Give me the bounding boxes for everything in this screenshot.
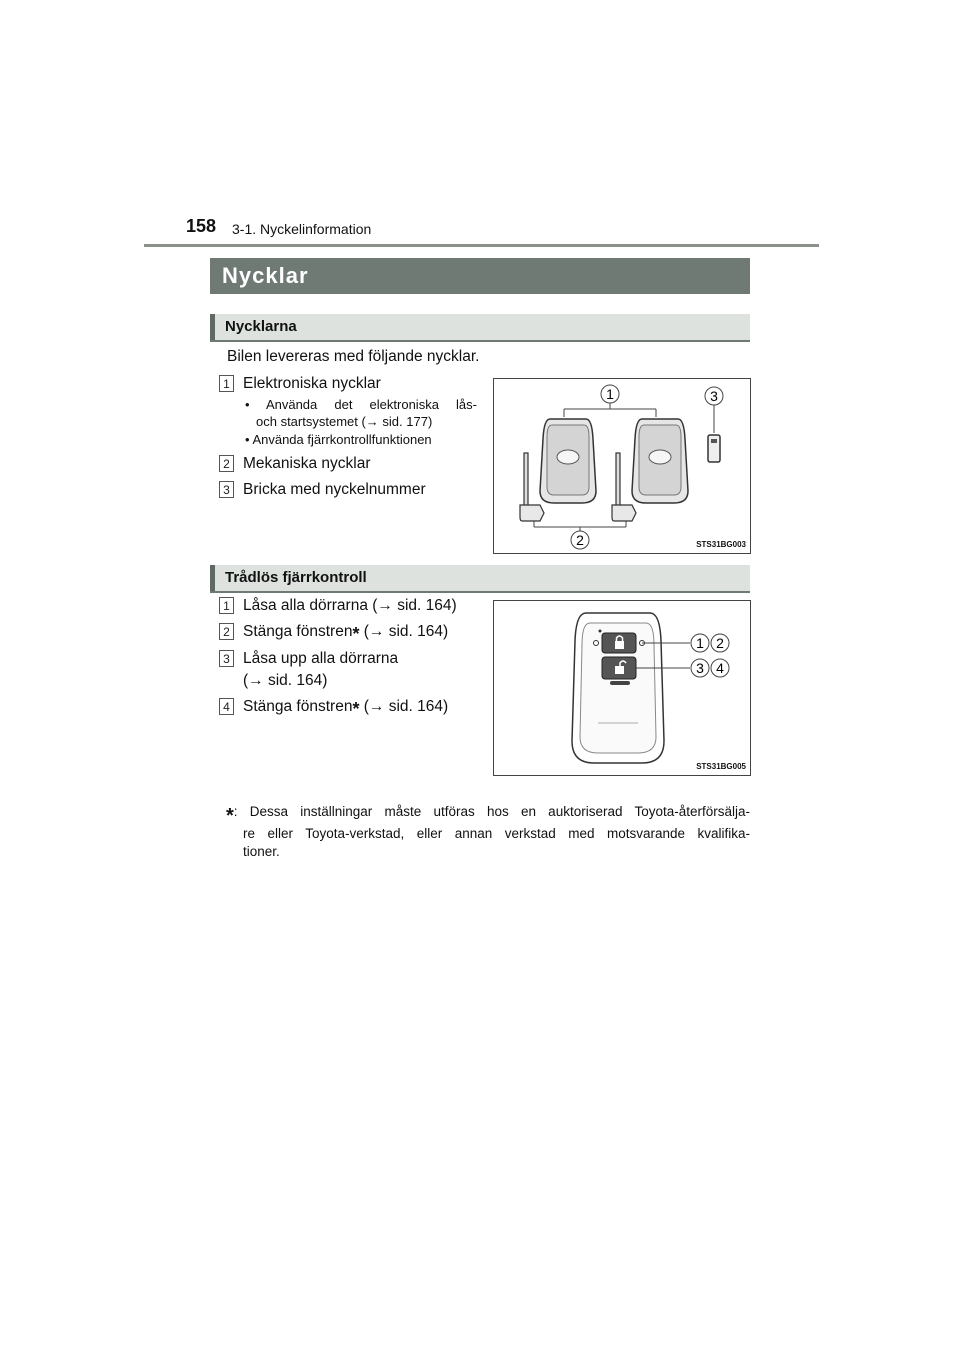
svg-text:1: 1 xyxy=(223,377,230,391)
svg-text:3: 3 xyxy=(223,483,230,497)
chapter-title: 3-1. Nyckelinformation xyxy=(232,221,372,237)
item-close-windows xyxy=(243,623,448,645)
item-text: Stänga fönstren xyxy=(243,623,353,640)
svg-text:2: 2 xyxy=(716,635,724,651)
page-number: 158 xyxy=(186,216,217,236)
section-heading-keys xyxy=(210,314,750,342)
intro-text: Bilen levereras med följande nycklar. xyxy=(227,348,480,365)
svg-text:4: 4 xyxy=(223,700,230,714)
svg-text:1: 1 xyxy=(223,599,230,613)
keys-illustration xyxy=(493,378,751,554)
footnote-line-1 xyxy=(226,803,750,825)
svg-text:1: 1 xyxy=(606,386,614,402)
page-reference: (→ sid. 164) xyxy=(359,623,449,640)
number-2-icon xyxy=(219,623,234,640)
item-electronic-keys: Elektroniska nycklar xyxy=(243,375,381,392)
item-unlock-reference: (→ sid. 164) xyxy=(243,672,328,689)
page-title-band xyxy=(210,258,750,294)
item-lock-all-doors: Låsa alla dörrarna (→ sid. 164) xyxy=(243,597,457,614)
asterisk-marker: * xyxy=(352,624,360,644)
footnote-text-1: : Dessa inställningar måste utföras hos en auktoriserad Toyota-återförsälja- xyxy=(233,804,750,819)
svg-text:3: 3 xyxy=(710,388,718,404)
item-mechanical-keys: Mekaniska nycklar xyxy=(243,455,371,472)
section-marker xyxy=(210,565,215,591)
remote-illustration xyxy=(493,600,751,776)
svg-text:4: 4 xyxy=(716,660,724,676)
number-2-icon xyxy=(219,455,234,472)
number-1-icon xyxy=(219,597,234,614)
svg-text:3: 3 xyxy=(223,652,230,666)
figure-code: STS31BG005 xyxy=(696,762,746,771)
section-marker xyxy=(210,314,215,340)
header-divider xyxy=(144,244,819,247)
remote-drawing xyxy=(494,601,750,775)
footnote-line-2: re eller Toyota-verkstad, eller annan verkstad med motsvarande kvalifika- xyxy=(243,826,750,841)
svg-text:2: 2 xyxy=(223,457,230,471)
asterisk-marker: * xyxy=(352,699,360,719)
footnote-asterisk: * xyxy=(226,805,234,827)
section-heading-text: Nycklarna xyxy=(225,318,297,335)
page-reference: (→ sid. 164) xyxy=(359,698,449,715)
number-1-icon xyxy=(219,375,234,392)
item-text: Stänga fönstren xyxy=(243,698,353,715)
number-3-icon xyxy=(219,650,234,667)
bullet-remote-function: • Använda fjärrkontrollfunktionen xyxy=(245,432,432,447)
item-key-number-plate: Bricka med nyckelnummer xyxy=(243,481,426,498)
number-4-icon xyxy=(219,698,234,715)
page-title: Nycklar xyxy=(222,263,309,288)
svg-text:2: 2 xyxy=(223,625,230,639)
section-heading-text: Trådlös fjärrkontroll xyxy=(225,569,367,586)
footnote xyxy=(226,803,750,861)
item-unlock-all-doors: Låsa upp alla dörrarna xyxy=(243,650,399,667)
bullet-electronic-lock: • Använda det elektroniska lås- xyxy=(245,397,477,412)
figure-code: STS31BG003 xyxy=(696,540,746,549)
number-3-icon xyxy=(219,481,234,498)
section-heading-remote xyxy=(210,565,750,593)
keys-drawing xyxy=(494,379,750,553)
item-close-windows-2 xyxy=(243,698,448,720)
bullet-electronic-lock-cont: och startsystemet (→ sid. 177) xyxy=(256,414,433,429)
svg-text:3: 3 xyxy=(696,660,704,676)
svg-text:1: 1 xyxy=(696,635,704,651)
svg-text:2: 2 xyxy=(576,532,584,548)
footnote-line-3: tioner. xyxy=(243,844,280,859)
